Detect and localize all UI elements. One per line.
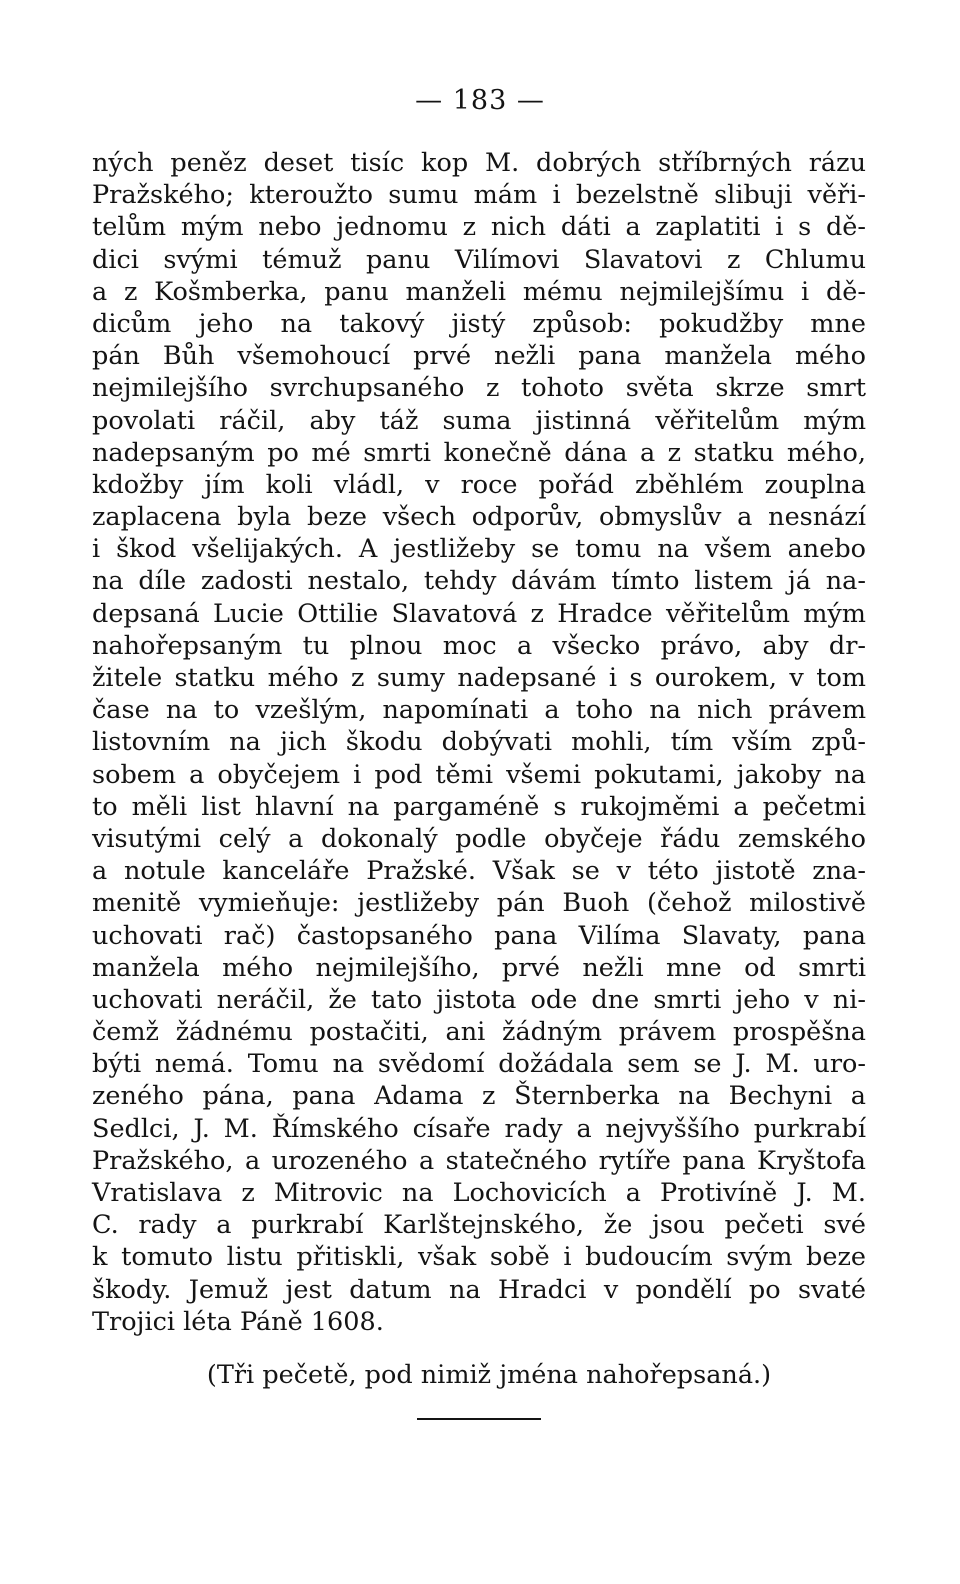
- text-line: Pražského; kteroužto sumu mám i bezelstně slibuji věři-: [92, 180, 866, 211]
- text-line: listovním na jich škodu dobývati mohli, tím vším způ-: [92, 727, 866, 758]
- body-text: [92, 147, 866, 1338]
- text-line: to měli list hlavní na pargaméně s rukojměmi a pečetmi: [92, 791, 866, 822]
- page-number: — 183 —: [415, 85, 545, 116]
- text-line: Pražského, a urozeného a statečného rytíře pana Kryštofa: [92, 1145, 866, 1176]
- text-line: telům mým nebo jednomu z nich dáti a zaplatiti i s dě-: [92, 212, 866, 243]
- text-line: i škod všelijakých. A jestližeby se tomu na všem anebo: [92, 534, 866, 565]
- text-line: čase na to vzešlým, napomínati a toho na nich právem: [92, 695, 866, 726]
- end-rule: [417, 1418, 541, 1420]
- text-line: nahořepsaným tu plnou moc a všecko právo, aby dr-: [92, 630, 866, 661]
- text-line: k tomuto listu přitiskli, však sobě i budoucím svým beze: [92, 1242, 866, 1273]
- text-line: a notule kanceláře Pražské. Však se v této jistotě zna-: [92, 856, 866, 887]
- text-line: zaplacena byla beze všech odporův, obmyslův a nesnází: [92, 502, 866, 533]
- text-line: Vratislava z Mitrovic na Lochovicích a Protivíně J. M.: [92, 1178, 866, 1208]
- text-line: nadepsaným po mé smrti konečně dána a z statku mého,: [92, 437, 866, 468]
- text-line: visutými celý a dokonalý podle obyčeje řádu zemského: [92, 823, 866, 854]
- text-line: ných peněz deset tisíc kop M. dobrých stříbrných rázu: [92, 148, 866, 178]
- text-line: dici svými témuž panu Vilímovi Slavatovi z Chlumu: [92, 244, 866, 275]
- text-line: povolati ráčil, aby táž suma jistinná věřitelům mým: [92, 405, 866, 436]
- text-line: uchovati neráčil, že tato jistota ode dne smrti jeho v ni-: [92, 984, 866, 1015]
- text-line: Trojici léta Páně 1608.: [92, 1306, 384, 1337]
- text-line: zeného pána, pana Adama z Šternberka na Bechyni a: [92, 1081, 866, 1112]
- text-line: na díle zadosti nestalo, tehdy dávám tímto listem já na-: [92, 566, 866, 597]
- text-line: a z Košmberka, panu manželi mému nejmilejšímu i dě-: [92, 276, 866, 307]
- text-line: Sedlci, J. M. Římského císaře rady a nejvyššího purkrabí: [92, 1113, 866, 1144]
- text-line: C. rady a purkrabí Karlštejnského, že jsou pečeti své: [92, 1210, 866, 1241]
- text-line: sobem a obyčejem i pod těmi všemi pokutami, jakoby na: [92, 759, 866, 790]
- text-line: uchovati rač) častopsaného pana Vilíma Slavaty, pana: [92, 920, 866, 951]
- text-line: žitele statku mého z sumy nadepsané i s ourokem, v tom: [92, 663, 866, 693]
- text-line: manžela mého nejmilejšího, prvé nežli mne od smrti: [92, 952, 866, 983]
- text-line: kdožby jím koli vládl, v roce pořád zběhlém zouplna: [92, 469, 866, 500]
- text-line: menitě vymieňuje: jestližeby pán Buoh (čehož milostivě: [92, 888, 866, 919]
- text-line: nejmilejšího svrchupsaného z tohoto světa skrze smrt: [92, 373, 866, 404]
- text-line: dicům jeho na takový jistý způsob: pokudžby mne: [92, 308, 866, 339]
- text-line: škody. Jemuž jest datum na Hradci v pondělí po svaté: [92, 1274, 866, 1305]
- text-line: pán Bůh všemohoucí prvé nežli pana manžela mého: [92, 341, 866, 372]
- closing-note: (Tři pečetě, pod nimiž jména nahořepsaná.): [206, 1360, 772, 1390]
- text-line: býti nemá. Tomu na svědomí dožádala sem se J. M. uro-: [92, 1049, 866, 1080]
- text-line: depsaná Lucie Ottilie Slavatová z Hradce věřitelům mým: [92, 598, 866, 629]
- text-line: čemž žádnému postačiti, ani žádným právem prospěšna: [92, 1017, 866, 1048]
